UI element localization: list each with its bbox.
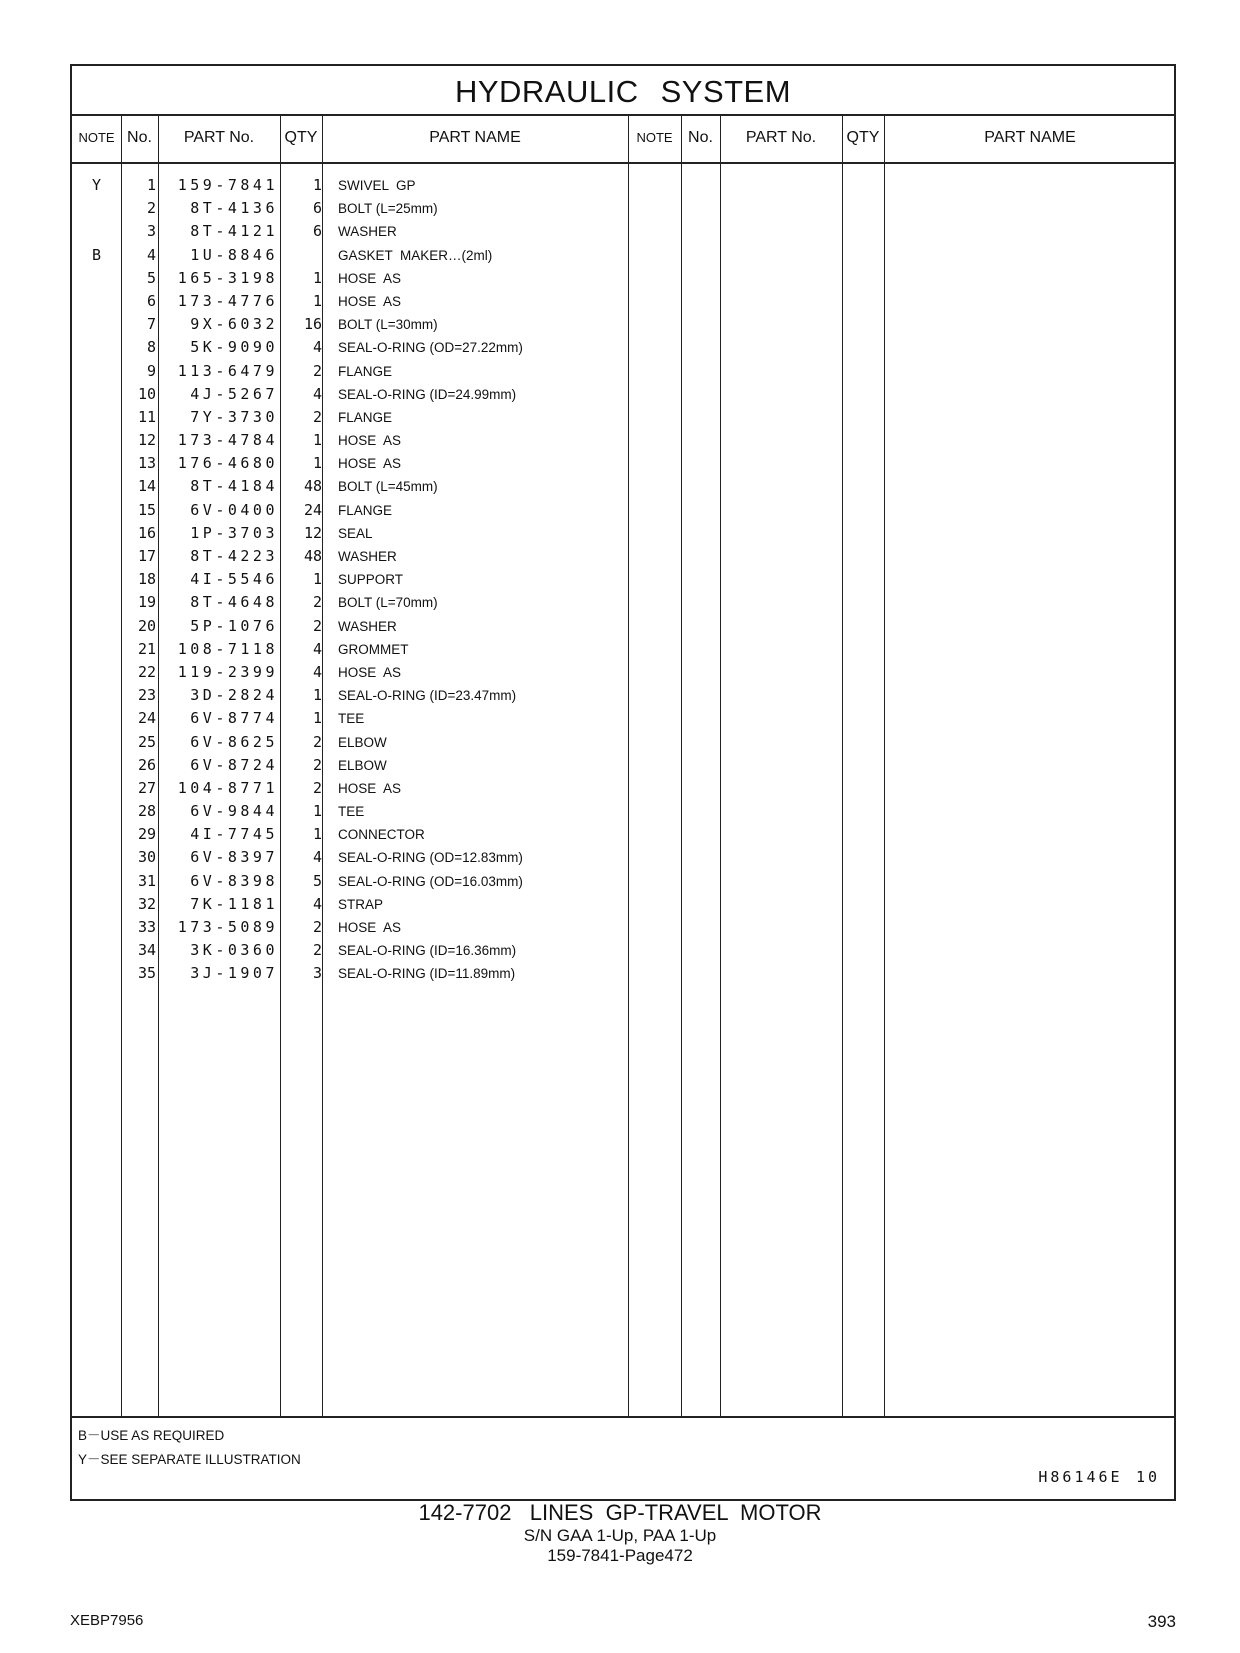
header-note: NOTE xyxy=(78,130,115,145)
row-number: 8 xyxy=(146,338,156,357)
note-y: Y－SEE SEPARATE ILLUSTRATION xyxy=(78,1452,301,1467)
row-part-number: 7K-1181 xyxy=(190,894,278,913)
row-number: 35 xyxy=(137,964,156,983)
row-part-number: 173-4776 xyxy=(177,291,278,310)
parts-table-frame xyxy=(70,64,1176,1501)
table-row xyxy=(72,661,632,684)
column-divider xyxy=(720,114,721,1416)
row-number: 25 xyxy=(137,732,156,751)
row-part-number: 6V-8397 xyxy=(190,848,278,867)
row-number: 20 xyxy=(137,616,156,635)
row-part-name: ELBOW xyxy=(338,757,387,773)
row-note: Y xyxy=(91,176,102,194)
row-part-name: BOLT (L=70mm) xyxy=(338,595,438,611)
row-number: 22 xyxy=(137,662,156,681)
table-row xyxy=(72,452,632,475)
row-part-name: HOSE AS xyxy=(338,780,402,796)
row-part-name: GASKET MAKER…(2ml) xyxy=(338,247,493,263)
row-part-name: SEAL xyxy=(338,525,373,541)
row-part-number: 8T-4223 xyxy=(190,547,278,565)
row-part-number: 8T-4121 xyxy=(190,222,278,241)
row-number: 33 xyxy=(137,918,156,936)
row-part-name: HOSE AS xyxy=(338,920,402,935)
row-part-name: TEE xyxy=(338,711,365,727)
row-quantity: 2 xyxy=(312,593,322,612)
row-part-name: HOSE AS xyxy=(338,293,402,309)
row-number: 1 xyxy=(146,176,156,194)
table-row xyxy=(72,244,632,267)
row-number: 4 xyxy=(146,245,156,264)
caption-reference: 159-7841-Page472 xyxy=(547,1546,693,1565)
row-part-name: ELBOW xyxy=(338,734,387,750)
row-part-name: FLANGE xyxy=(338,502,393,518)
row-part-number: 9X-6032 xyxy=(190,315,278,334)
row-quantity: 12 xyxy=(303,523,322,542)
row-part-number: 173-5089 xyxy=(177,918,278,936)
table-row xyxy=(72,360,632,383)
header-part-no-right: PART No. xyxy=(745,129,817,146)
header-part-no: PART No. xyxy=(183,129,255,146)
row-number: 34 xyxy=(137,941,156,960)
row-number: 16 xyxy=(137,523,156,542)
row-part-number: 6V-8625 xyxy=(190,732,278,751)
row-part-number: 1U-8846 xyxy=(190,245,278,264)
table-row xyxy=(72,800,632,823)
row-part-name: HOSE AS xyxy=(338,433,402,449)
row-part-name: WASHER xyxy=(338,549,397,564)
row-number: 6 xyxy=(146,291,156,310)
row-part-number: 3D-2824 xyxy=(190,686,278,705)
row-part-name: SEAL-O-RING (OD=16.03mm) xyxy=(338,873,523,889)
column-divider xyxy=(842,114,843,1416)
row-part-name: FLANGE xyxy=(338,409,393,425)
row-part-number: 165-3198 xyxy=(177,268,278,287)
row-part-number: 1P-3703 xyxy=(190,523,278,542)
table-row xyxy=(72,197,632,220)
row-part-name: WASHER xyxy=(338,618,397,634)
table-row xyxy=(72,916,632,939)
row-part-number: 104-8771 xyxy=(177,778,278,797)
row-part-name: BOLT (L=30mm) xyxy=(338,317,438,333)
row-part-number: 8T-4136 xyxy=(190,199,278,218)
row-quantity: 2 xyxy=(312,755,322,774)
row-quantity: 1 xyxy=(312,431,322,450)
table-row xyxy=(72,939,632,962)
table-row xyxy=(72,475,632,498)
row-quantity: 1 xyxy=(312,709,322,728)
row-part-name: SWIVEL GP xyxy=(338,178,416,193)
illustration-code xyxy=(1038,1468,1160,1487)
row-quantity: 1 xyxy=(312,268,322,287)
row-quantity: 48 xyxy=(303,547,322,565)
row-quantity: 2 xyxy=(312,941,322,960)
table-row xyxy=(72,893,632,916)
table-row xyxy=(72,499,632,522)
row-part-number: 108-7118 xyxy=(177,639,278,658)
header-no-right: No. xyxy=(688,129,713,146)
section-title-word-2: SYSTEM xyxy=(660,74,792,109)
table-row xyxy=(72,313,632,336)
caption-title: 142-7702 LINES GP-TRAVEL MOTOR xyxy=(418,1500,822,1525)
caption-serial: S/N GAA 1-Up, PAA 1-Up xyxy=(523,1526,717,1545)
table-row xyxy=(72,684,632,707)
row-part-number: 3K-0360 xyxy=(190,941,278,960)
table-row xyxy=(72,336,632,359)
table-row xyxy=(72,406,632,429)
column-divider xyxy=(681,114,682,1416)
header-note-right: NOTE xyxy=(636,130,673,145)
table-row xyxy=(72,638,632,661)
row-quantity: 1 xyxy=(312,686,322,705)
row-part-name: SEAL-O-RING (ID=24.99mm) xyxy=(338,386,517,402)
table-row xyxy=(72,522,632,545)
row-number: 24 xyxy=(137,709,156,728)
row-quantity: 2 xyxy=(312,918,322,936)
header-divider xyxy=(72,162,1174,164)
table-row xyxy=(72,383,632,406)
row-part-number: 6V-9844 xyxy=(190,802,278,821)
row-part-number: 119-2399 xyxy=(177,662,278,681)
header-qty: QTY xyxy=(284,129,318,146)
row-part-number: 6V-8724 xyxy=(190,755,278,774)
row-number: 10 xyxy=(137,384,156,403)
row-quantity: 3 xyxy=(312,964,322,983)
row-part-name: BOLT (L=25mm) xyxy=(338,201,438,217)
row-part-number: 159-7841 xyxy=(177,176,278,194)
table-row xyxy=(72,731,632,754)
row-part-name: CONNECTOR xyxy=(338,827,425,843)
row-number: 27 xyxy=(137,778,156,797)
header-part-name: PART NAME xyxy=(429,129,521,146)
row-part-name: HOSE AS xyxy=(338,270,402,286)
row-part-name: WASHER xyxy=(338,224,397,240)
row-part-number: 3J-1907 xyxy=(190,964,278,983)
row-quantity: 48 xyxy=(303,477,322,496)
row-number: 32 xyxy=(137,894,156,913)
row-quantity: 2 xyxy=(312,616,322,635)
illustration-code-number: 10 xyxy=(1135,1468,1160,1486)
row-quantity: 2 xyxy=(312,732,322,751)
row-part-name: BOLT (L=45mm) xyxy=(338,479,438,495)
row-quantity: 6 xyxy=(312,199,322,218)
illustration-code-id: H86146E xyxy=(1038,1468,1123,1486)
row-quantity: 1 xyxy=(312,176,322,194)
row-part-number: 5K-9090 xyxy=(190,338,278,357)
row-part-name: GROMMET xyxy=(338,641,409,657)
row-number: 5 xyxy=(146,268,156,287)
table-row xyxy=(72,174,632,197)
row-number: 18 xyxy=(137,570,156,589)
table-row xyxy=(72,754,632,777)
row-number: 12 xyxy=(137,431,156,450)
table-row xyxy=(72,429,632,452)
row-quantity: 4 xyxy=(312,894,322,913)
row-quantity: 1 xyxy=(312,570,322,589)
row-part-number: 6V-0400 xyxy=(190,500,278,519)
note-b: B－USE AS REQUIRED xyxy=(78,1428,225,1443)
row-part-name: SEAL-O-RING (OD=27.22mm) xyxy=(338,340,523,356)
row-number: 9 xyxy=(146,361,156,380)
row-quantity: 5 xyxy=(312,871,322,890)
table-row xyxy=(72,615,632,638)
row-number: 3 xyxy=(146,222,156,241)
row-quantity: 4 xyxy=(312,338,322,357)
row-part-name: STRAP xyxy=(338,896,384,912)
table-row xyxy=(72,591,632,614)
row-part-number: 7Y-3730 xyxy=(190,407,278,426)
table-row xyxy=(72,290,632,313)
row-quantity: 6 xyxy=(312,222,322,241)
row-note: B xyxy=(91,245,102,264)
table-row xyxy=(72,707,632,730)
row-part-name: TEE xyxy=(338,804,365,820)
row-part-number: 8T-4648 xyxy=(190,593,278,612)
parts-list xyxy=(72,174,632,986)
row-number: 23 xyxy=(137,686,156,705)
section-title xyxy=(72,66,1174,116)
row-quantity: 2 xyxy=(312,407,322,426)
row-number: 19 xyxy=(137,593,156,612)
row-part-number: 5P-1076 xyxy=(190,616,278,635)
row-number: 15 xyxy=(137,500,156,519)
row-quantity: 1 xyxy=(312,454,322,473)
row-number: 11 xyxy=(137,407,156,426)
row-number: 14 xyxy=(137,477,156,496)
table-row xyxy=(72,870,632,893)
row-quantity: 24 xyxy=(303,500,322,519)
row-part-name: HOSE AS xyxy=(338,456,402,472)
row-part-number: 176-4680 xyxy=(177,454,278,473)
table-row xyxy=(72,267,632,290)
row-part-name: FLANGE xyxy=(338,363,393,379)
document-code: XEBP7956 xyxy=(70,1612,144,1629)
table-row xyxy=(72,568,632,591)
row-number: 17 xyxy=(137,547,156,565)
row-part-number: 6V-8398 xyxy=(190,871,278,890)
row-quantity: 1 xyxy=(312,291,322,310)
row-quantity: 4 xyxy=(312,662,322,681)
figure-caption xyxy=(0,1500,1240,1566)
row-quantity: 4 xyxy=(312,384,322,403)
row-part-number: 8T-4184 xyxy=(190,477,278,496)
table-row xyxy=(72,846,632,869)
row-quantity: 1 xyxy=(312,825,322,844)
row-number: 7 xyxy=(146,315,156,334)
row-part-name: SEAL-O-RING (OD=12.83mm) xyxy=(338,850,523,866)
row-part-number: 4I-7745 xyxy=(190,825,278,844)
row-number: 30 xyxy=(137,848,156,867)
footer-divider xyxy=(72,1416,1174,1418)
row-number: 2 xyxy=(146,199,156,218)
page-number: 393 xyxy=(1147,1612,1176,1631)
table-row xyxy=(72,962,632,985)
section-title-word-1: HYDRAULIC xyxy=(454,74,639,109)
row-number: 21 xyxy=(137,639,156,658)
table-row xyxy=(72,545,632,568)
row-part-number: 6V-8774 xyxy=(190,709,278,728)
row-part-name: SEAL-O-RING (ID=23.47mm) xyxy=(338,688,517,704)
row-quantity: 2 xyxy=(312,778,322,797)
row-part-number: 4I-5546 xyxy=(190,570,278,589)
table-row xyxy=(72,220,632,243)
row-quantity: 4 xyxy=(312,639,322,658)
row-part-number: 4J-5267 xyxy=(190,384,278,403)
row-number: 26 xyxy=(137,755,156,774)
header-qty-right: QTY xyxy=(846,129,880,146)
row-part-name: SEAL-O-RING (ID=11.89mm) xyxy=(338,966,516,982)
header-part-name-right: PART NAME xyxy=(984,129,1076,146)
column-divider xyxy=(884,114,885,1416)
row-quantity: 16 xyxy=(303,315,322,334)
row-part-number: 113-6479 xyxy=(177,361,278,380)
table-row xyxy=(72,823,632,846)
row-part-number: 173-4784 xyxy=(177,431,278,450)
table-row xyxy=(72,777,632,800)
row-part-name: HOSE AS xyxy=(338,664,402,680)
row-number: 28 xyxy=(137,802,156,821)
row-quantity: 1 xyxy=(312,802,322,821)
row-part-name: SEAL-O-RING (ID=16.36mm) xyxy=(338,943,517,959)
header-no: No. xyxy=(127,129,152,146)
row-number: 29 xyxy=(137,825,156,844)
row-number: 31 xyxy=(137,871,156,890)
row-quantity: 2 xyxy=(312,361,322,380)
row-part-name: SUPPORT xyxy=(338,572,404,588)
row-quantity: 4 xyxy=(312,848,322,867)
row-number: 13 xyxy=(137,454,156,473)
